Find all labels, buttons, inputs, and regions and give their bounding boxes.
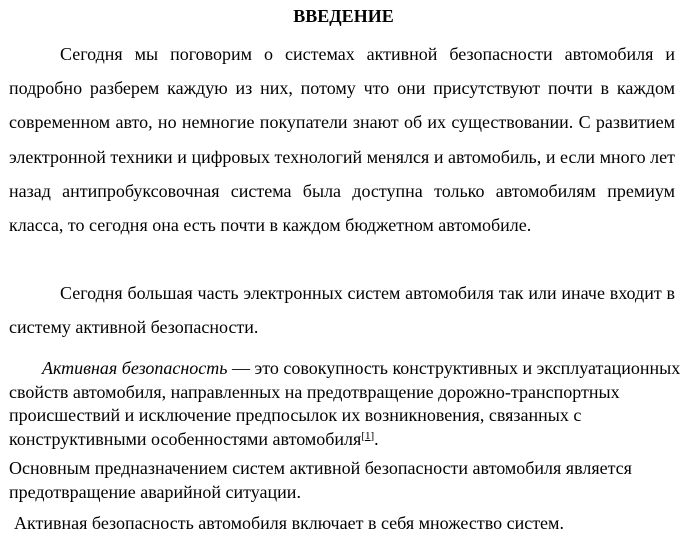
document-title: ВВЕДЕНИЕ bbox=[293, 6, 394, 26]
intro-paragraph: Сегодня мы поговорим о системах активной безопасности автомобиля и подробно разберем каждую из них, потому что они присутствуют почти в каждом современном авто, но немногие покупатели знают об их существовании. С развитием электронной техники и цифровых технологий менялся и автомобиль, и если много лет назад антипробуксовочная система была доступна только автомобилям премиум класса, то сегодня она есть почти в каждом бюджетном автомобиле. bbox=[9, 44, 675, 236]
definition-paragraph bbox=[9, 357, 681, 451]
footnote-superscript bbox=[361, 430, 374, 442]
definition-text: — это совокупность конструктивных и эксплуатационных свойств автомобиля, направленных на предотвращение дорожно-транспортных происшествий и исключение предпосылок их возникновения, связанных с конструктивными особенностями автомобиля bbox=[9, 358, 681, 449]
definition-term: Активная безопасность bbox=[42, 358, 228, 378]
purpose-paragraph: Основным предназначением систем активной безопасности автомобиля является предотвращение аварийной ситуации. bbox=[9, 458, 632, 502]
systems-paragraph: Активная безопасность автомобиля включает в себя множество систем. bbox=[14, 513, 564, 533]
definition-period: . bbox=[374, 428, 379, 449]
footnote-link[interactable]: [1] bbox=[361, 429, 375, 442]
electronic-systems-paragraph: Сегодня большая часть электронных систем автомобиля так или иначе входит в систему активной безопасности. bbox=[9, 283, 675, 337]
